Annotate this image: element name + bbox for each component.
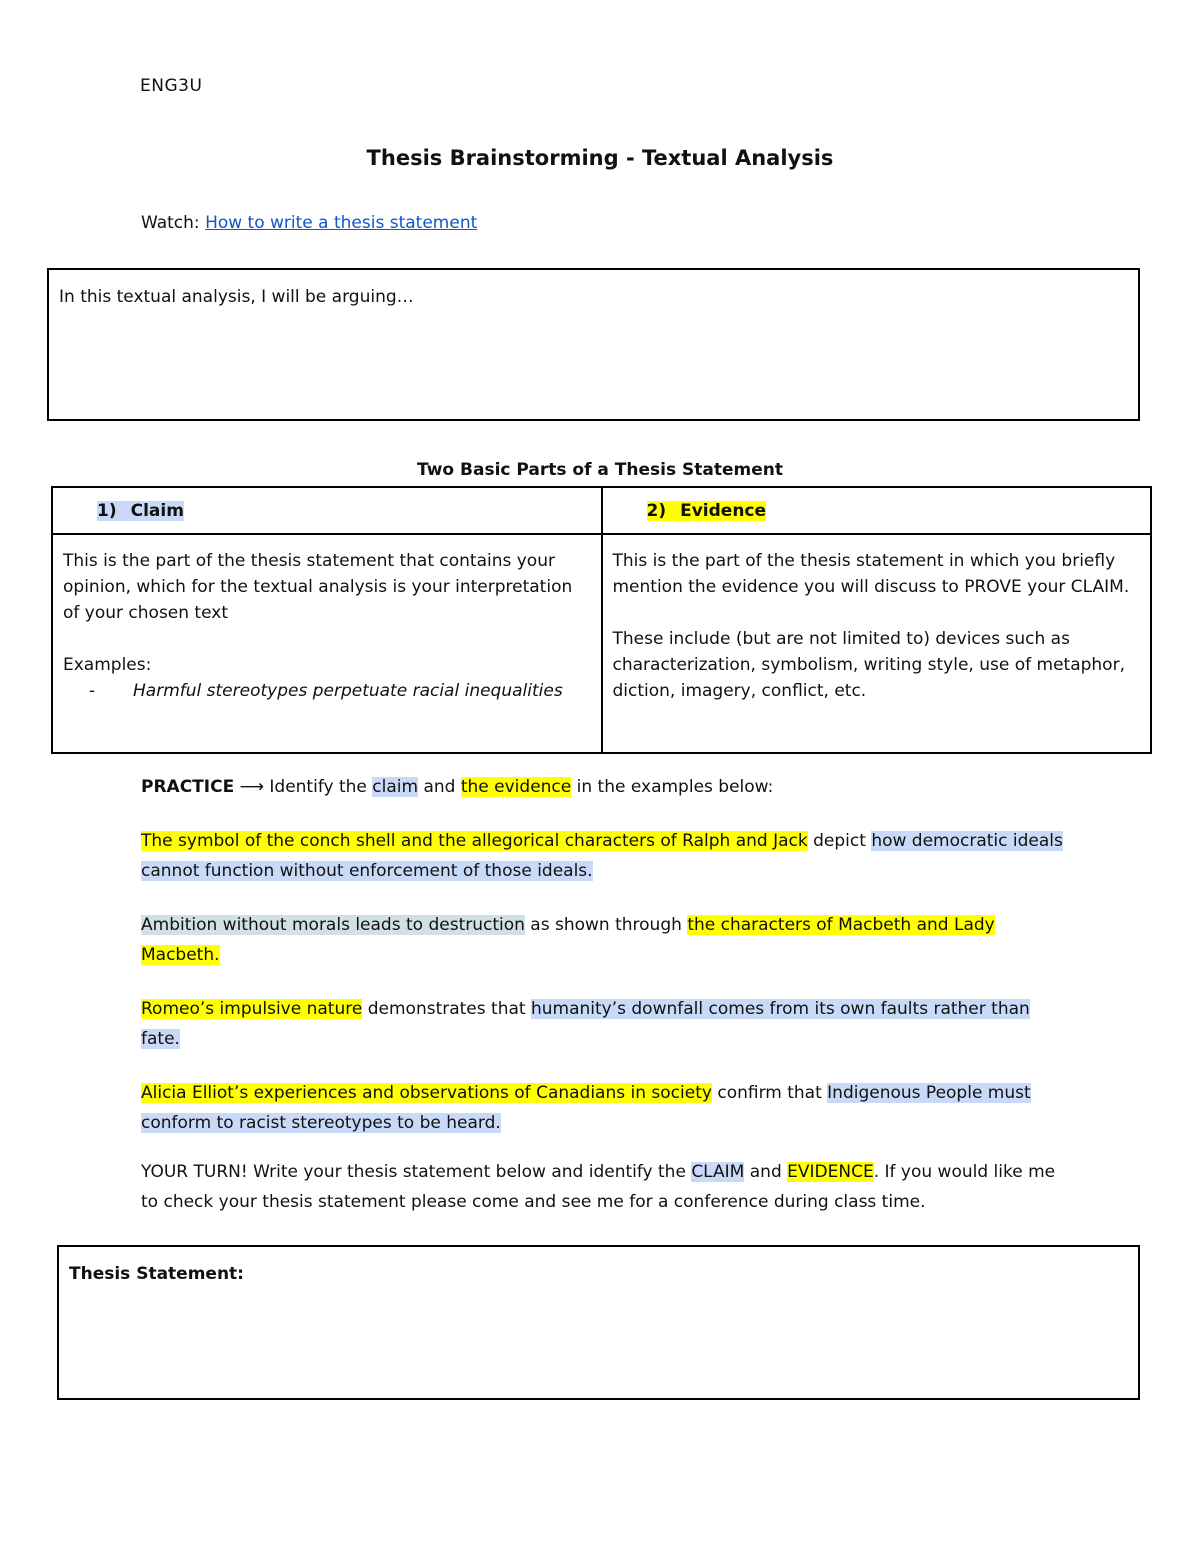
evidence-description: This is the part of the thesis statement in which you briefly mention the evidence you will discuss to PROVE your CLAIM.	[612, 551, 1130, 597]
parts-table-title: Two Basic Parts of a Thesis Statement	[417, 460, 783, 480]
claim-header: 1) Claim	[97, 500, 184, 521]
evidence-devices: These include (but are not limited to) devices such as characterization, symbolism, writing style, use of metaphor, diction, imagery, conflict, etc.	[612, 629, 1125, 701]
example-item: - Harmful stereotypes perpetuate racial inequalities	[89, 681, 563, 701]
page-title: Thesis Brainstorming - Textual Analysis	[366, 146, 834, 170]
evidence-header: 2) Evidence	[646, 500, 767, 521]
practice-instruction: PRACTICE ⟶ Identify the claim and the evidence in the examples below:	[141, 777, 774, 797]
practice-example-4: Alicia Elliot’s experiences and observations of Canadians in society confirm that Indigenous People must conform to racist stereotypes to be heard.	[141, 1083, 1031, 1133]
thesis-video-link[interactable]: How to write a thesis statement	[205, 213, 478, 233]
example-text: Harmful stereotypes perpetuate racial inequalities	[133, 681, 563, 701]
evidence-header-cell	[602, 487, 1152, 534]
claim-description: This is the part of the thesis statement that contains your opinion, which for the textual analysis is your interpretation of your chosen text	[63, 551, 573, 623]
practice-example-1: The symbol of the conch shell and the allegorical characters of Ralph and Jack depict how democratic ideals cannot function without enforcement of those ideals.	[141, 831, 1063, 881]
claim-description-cell	[52, 534, 602, 753]
examples-label: Examples:	[63, 655, 152, 675]
arguing-box[interactable]	[47, 268, 1140, 421]
your-turn-instruction: YOUR TURN! Write your thesis statement below and identify the CLAIM and EVIDENCE. If you would like me to check your thesis statement please come and see me for a conference during class time.	[141, 1162, 1056, 1212]
watch-line	[141, 213, 477, 233]
practice-example-3: Romeo’s impulsive nature demonstrates that humanity’s downfall comes from its own faults rather than fate.	[141, 999, 1030, 1049]
practice-example-2: Ambition without morals leads to destruction as shown through the characters of Macbeth and Lady Macbeth.	[141, 915, 995, 965]
watch-label: Watch:	[141, 213, 206, 233]
thesis-statement-label: Thesis Statement:	[69, 1264, 244, 1284]
claim-header-cell	[52, 487, 602, 534]
arguing-prompt: In this textual analysis, I will be arguing…	[59, 287, 414, 307]
course-code: ENG3U	[140, 76, 203, 96]
thesis-statement-box[interactable]	[57, 1245, 1140, 1400]
evidence-description-cell	[602, 534, 1152, 753]
thesis-parts-table	[51, 486, 1152, 754]
